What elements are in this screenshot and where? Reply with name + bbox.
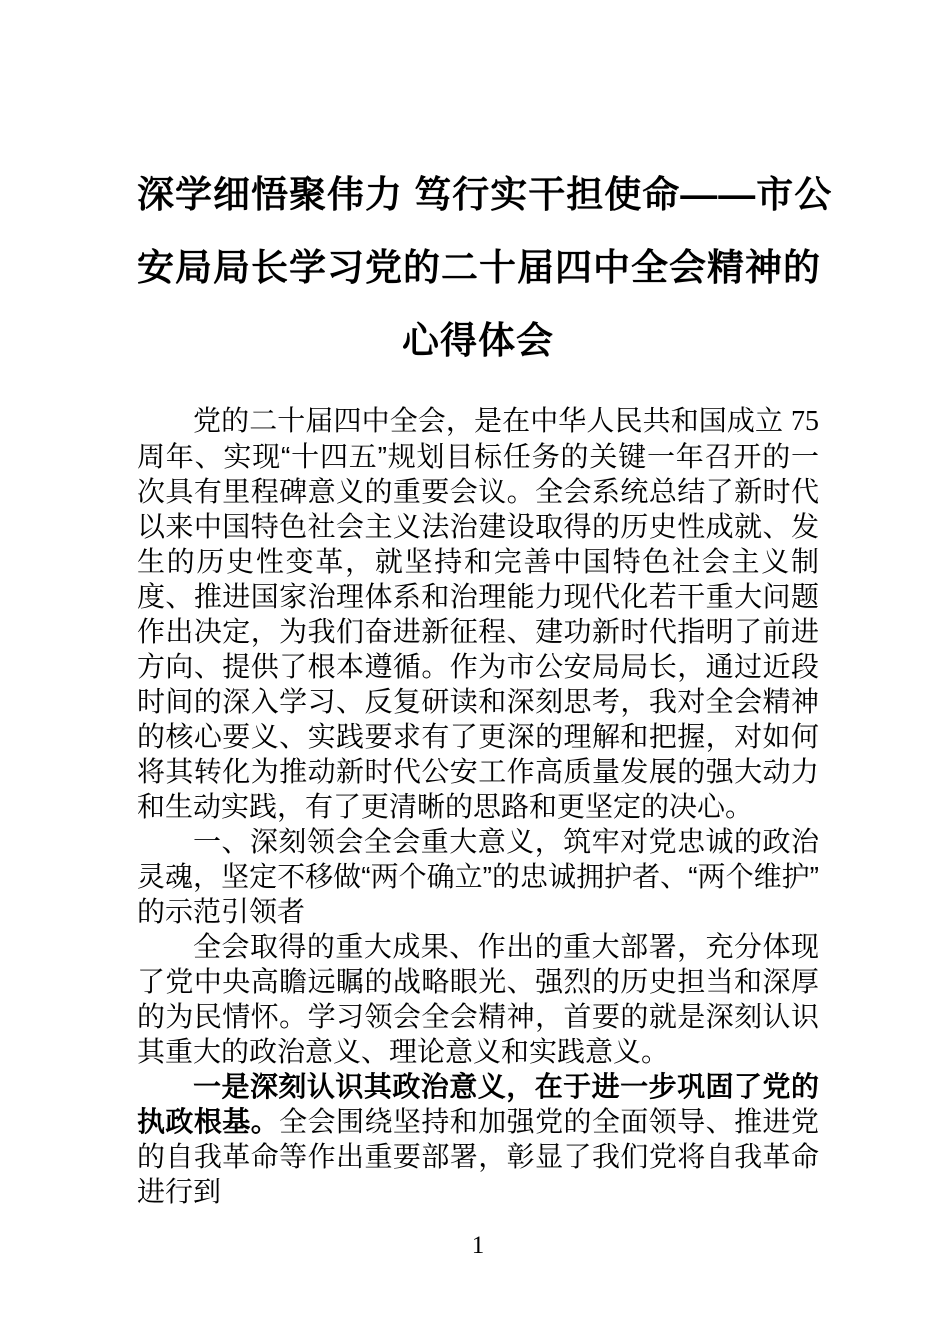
title-line-3: 心得体会 <box>402 320 554 361</box>
title-line-2: 安局局长学习党的二十届四中全会精神的 <box>137 247 821 288</box>
intro-text-after-number: 周年、实现“十四五”规划目标任务的关键一年召开的一次具有里程碑意义的重要会议。全会系统总结了新时代以来中国特色社会主义法治建设取得的历史性成就、发生的历史性变革，就坚持和完善中国特色社会主义制度、推进国家治理体系和治理能力现代化若干重大问题作出决定，为我们奋进新征程、建功新时代指明了前进方向、提供了根本遵循。作为市公安局局长，通过近段时间的深入学习、反复研读和深刻思考，我对全会精神的核心要义、实践要求有了更深的理解和把握，对如何将其转化为推动新时代公安工作高质量发展的强大动力和生动实践，有了更清晰的思路和更坚定的决心。 <box>137 441 819 822</box>
document-title <box>137 0 833 377</box>
political-meaning-rest: 全会围绕坚持和加强党的全面领导、推进党的自我革命等作出重要部署，彰显了我们党将自我革命进行到 <box>137 1106 819 1207</box>
paragraph-intro <box>137 403 819 824</box>
paragraph-significance: 全会取得的重大成果、作出的重大部署，充分体现了党中央高瞻远瞩的战略眼光、强烈的历史担当和深厚的为民情怀。学习领会全会精神，首要的就是深刻认识其重大的政治意义、理论意义和实践意义。 <box>137 931 819 1067</box>
intro-text-before-number: 党的二十届四中全会，是在中华人民共和国成立 <box>193 405 791 436</box>
title-line-1: 深学细悟聚伟力 笃行实干担使命——市公 <box>137 174 833 215</box>
political-meaning-lead: 一是深刻认识其政治意义，在于进一步巩固了党的执政根基。 <box>137 1071 819 1137</box>
anniversary-number: 75 <box>791 406 819 437</box>
page-number: 1 <box>471 1232 485 1259</box>
document-body <box>137 403 819 1209</box>
section-heading-one: 一、深刻领会全会重大意义，筑牢对党忠诚的政治灵魂，坚定不移做“两个确立”的忠诚拥护者、“两个维护”的示范引领者 <box>137 826 819 927</box>
paragraph-political-meaning <box>137 1069 819 1209</box>
